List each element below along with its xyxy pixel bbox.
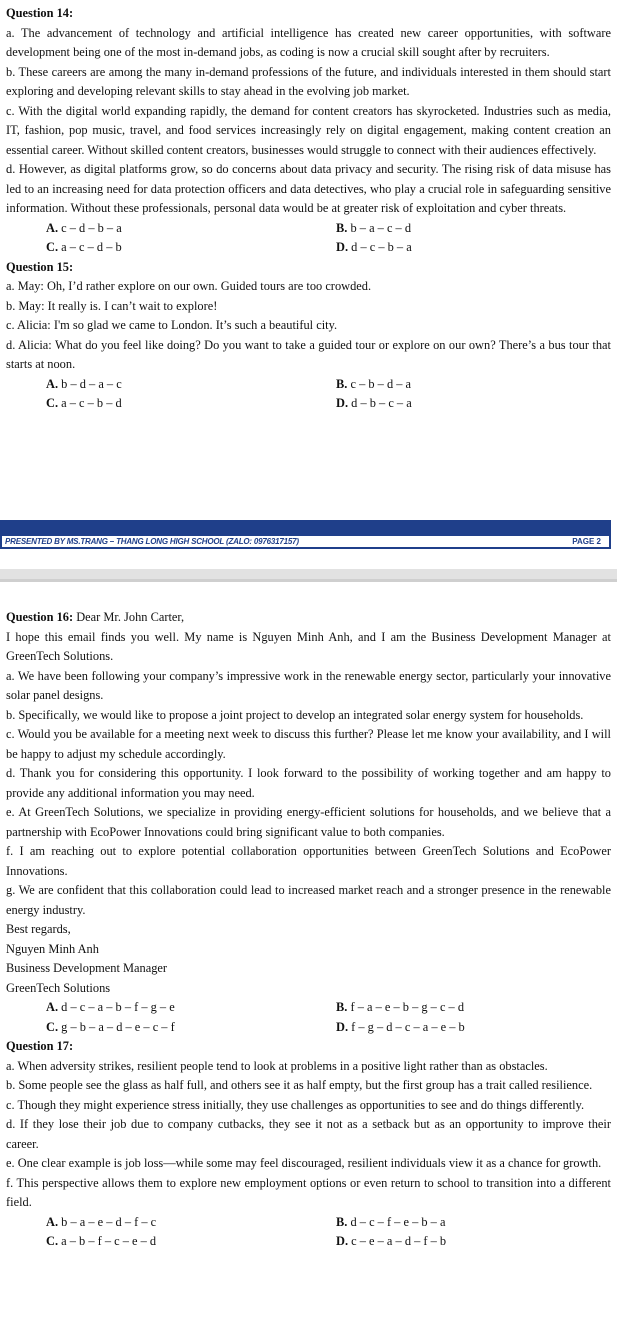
q16-greeting: Dear Mr. John Carter, — [76, 610, 185, 624]
q15-item-a: a. May: Oh, I’d rather explore on our own. Guided tours are too crowded. — [6, 279, 372, 293]
q14-item-d: d. However, as digital platforms grow, so do concerns about data privacy and security. The rising risk of data misuse has led to an increasing need for data protection officers and data detectives, who play a crucial role in safeguarding sensitive information. Without these professionals, personal data would be at greater risk of exploitation and cyber threats. — [6, 162, 611, 215]
q16-item-d: d. Thank you for considering this opportunity. I look forward to the possibility of working together and am happy to provide any additional information you may need. — [6, 766, 611, 800]
q16-options — [6, 998, 611, 1037]
q15-item-d: d. Alicia: What do you feel like doing? Do you want to take a guided tour or explore on our own? There’s a bus tour that starts at noon. — [6, 337, 611, 371]
q17-options — [6, 1213, 611, 1252]
q15-option-a[interactable]: A. b – d – a – c — [46, 376, 122, 391]
q14-option-d[interactable]: D. d – c – b – a — [336, 240, 412, 254]
q15-option-c[interactable]: C. a – c – b – d — [46, 396, 122, 410]
q17-option-c[interactable]: C. a – b – f – c – e – d — [46, 1234, 157, 1248]
page-2 — [0, 603, 617, 1317]
q16-item-g: g. We are confident that this collaboration could lead to increased market reach and a stronger presence in the renewable energy industry. — [6, 883, 611, 917]
q16-item-b: b. Specifically, we would like to propose a joint project to develop an integrated solar energy system for households. — [6, 707, 584, 722]
q14-option-a[interactable]: A. c – d – b – a — [46, 220, 122, 235]
q16-intro: I hope this email finds you well. My name is Nguyen Minh Anh, and I am the Business Development Manager at GreenTech Solutions. — [6, 629, 611, 663]
q16-item-f: f. I am reaching out to explore potential collaboration opportunities between GreenTech Solutions and EcoPower Innovations. — [6, 844, 611, 878]
q16-signoff-name: Nguyen Minh Anh — [6, 941, 99, 956]
q15-item-c: c. Alicia: I'm so glad we came to London. It’s such a beautiful city. — [6, 318, 338, 332]
footer-credit: PRESENTED BY MS.TRANG – THANG LONG HIGH SCHOOL (ZALO: 0976317157) — [5, 537, 299, 546]
page-separator — [0, 551, 617, 603]
page-footer — [0, 520, 611, 549]
question-14-title: Question 14: — [6, 6, 74, 20]
q14-item-b: b. These careers are among the many in-demand professions of the future, and individuals interested in them should start exploring and developing relevant skills to stay ahead in the evolving job market. — [6, 64, 611, 98]
q16-signoff-title: Business Development Manager — [6, 961, 168, 975]
q16-item-a: a. We have been following your company’s impressive work in the renewable energy sector, particularly your innovative solar panel designs. — [6, 668, 611, 702]
q17-item-a: a. When adversity strikes, resilient people tend to look at problems in a positive light rather than as obstacles. — [6, 1058, 548, 1073]
q14-option-c[interactable]: C. a – c – d – b — [46, 240, 122, 254]
q14-option-b[interactable]: B. b – a – c – d — [336, 220, 412, 235]
q16-item-c: c. Would you be available for a meeting next week to discuss this further? Please let me know your availability, and I will be happy to adjust my schedule accordingly. — [6, 727, 611, 761]
q16-item-e: e. At GreenTech Solutions, we specialize in providing energy-efficient solutions for households, and we believe that a partnership with EcoPower Innovations could bring significant value to both companies. — [6, 805, 611, 839]
q17-item-e: e. One clear example is job loss—while some may feel discouraged, resilient individuals view it as a chance for growth. — [6, 1156, 602, 1170]
footer-band — [2, 522, 609, 536]
q14-options — [6, 219, 611, 258]
footer-page-number: PAGE 2 — [572, 537, 601, 546]
q16-option-c[interactable]: C. g – b – a – d – e – c – f — [46, 1019, 175, 1034]
q14-item-c: c. With the digital world expanding rapidly, the demand for content creators has skyrocketed. Industries such as media, IT, fashion, pop music, travel, and food services increasingly rely on digital engagement, making content creation an essential career. Without skilled content creators, businesses would struggle to connect with their audiences effectively. — [6, 103, 611, 157]
q15-option-d[interactable]: D. d – b – c – a — [336, 396, 412, 410]
q17-option-d[interactable]: D. c – e – a – d – f – b — [336, 1234, 447, 1248]
q15-options — [6, 375, 611, 414]
page-1 — [0, 0, 617, 548]
q17-item-b: b. Some people see the glass as half full, and others see it as half empty, but the first group has a trait called resilience. — [6, 1078, 593, 1092]
question-15-title: Question 15: — [6, 259, 74, 274]
q17-option-a[interactable]: A. b – a – e – d – f – c — [46, 1214, 157, 1229]
q16-option-a[interactable]: A. d – c – a – b – f – g – e — [46, 1000, 175, 1014]
q14-item-a: a. The advancement of technology and artificial intelligence has created new career opportunities, with software development being one of the most in-demand jobs, as coding is now a crucial skill sought after by recruiters. — [6, 25, 611, 59]
q17-item-d: d. If they lose their job due to company cutbacks, they see it not as a setback but as an opportunity to improve their career. — [6, 1117, 611, 1151]
separator-line — [0, 579, 617, 582]
question-16-title: Question 16: — [6, 610, 74, 624]
q16-option-d[interactable]: D. f – g – d – c – a – e – b — [336, 1019, 465, 1034]
separator-band — [0, 569, 617, 579]
q17-item-c: c. Though they might experience stress initially, they use challenges as opportunities to see and do things differently. — [6, 1097, 585, 1112]
q17-item-f: f. This perspective allows them to explore new employment options or even return to school to transition into a different field. — [6, 1175, 611, 1209]
q16-option-b[interactable]: B. f – a – e – b – g – c – d — [336, 1000, 465, 1014]
q16-header — [6, 608, 611, 628]
q16-signoff-company: GreenTech Solutions — [6, 980, 111, 995]
q16-signoff-regards: Best regards, — [6, 922, 71, 936]
q17-option-b[interactable]: B. d – c – f – e – b – a — [336, 1214, 446, 1229]
question-17-title: Question 17: — [6, 1039, 74, 1053]
q15-item-b: b. May: It really is. I can’t wait to explore! — [6, 298, 218, 313]
q15-option-b[interactable]: B. c – b – d – a — [336, 376, 412, 391]
